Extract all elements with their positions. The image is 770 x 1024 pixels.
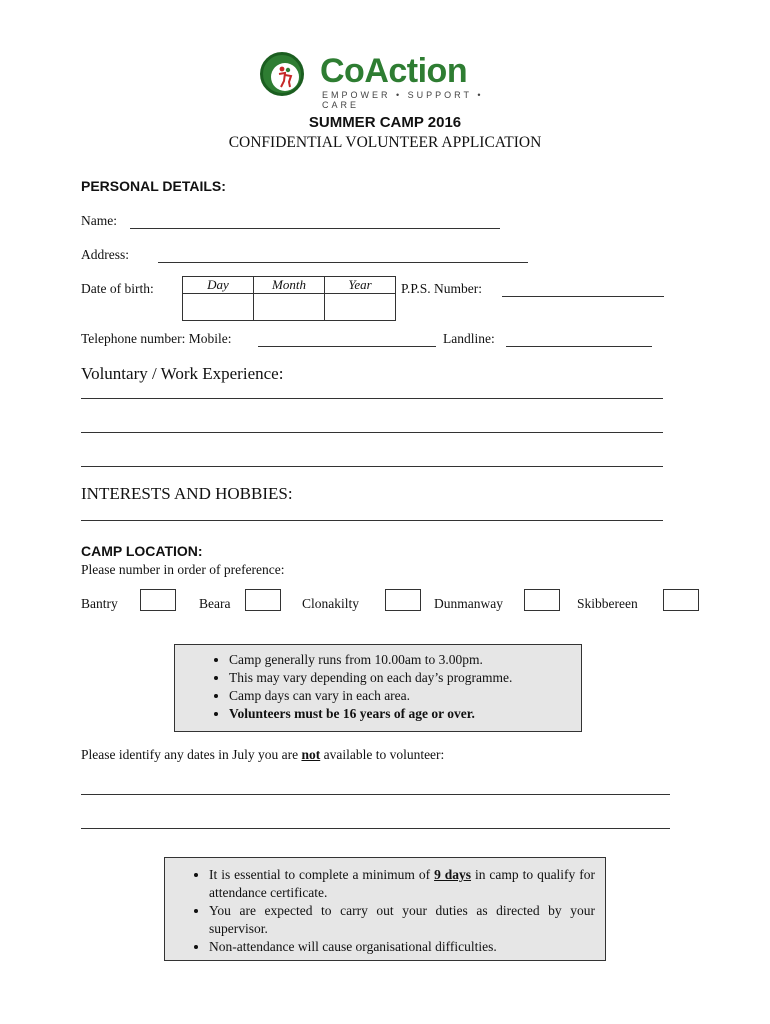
camp-location-heading: CAMP LOCATION: [81, 543, 203, 559]
location-label-beara: Beara [199, 596, 231, 611]
requirements-item: • Non-attendance will cause organisational difficulties. [209, 938, 595, 956]
mobile-field[interactable] [258, 346, 436, 347]
pps-field[interactable] [502, 296, 664, 297]
location-label-bantry: Bantry [81, 596, 118, 611]
camp-info-item: • Volunteers must be 16 years of age or over. [229, 705, 581, 723]
experience-line-3[interactable] [81, 466, 663, 467]
landline-label: Landline: [443, 331, 495, 346]
telephone-label: Telephone number: Mobile: [81, 331, 232, 346]
camp-instruction: Please number in order of preference: [81, 562, 285, 577]
location-box-skibbereen[interactable] [663, 589, 699, 611]
availability-line-2[interactable] [81, 828, 670, 829]
interests-line[interactable] [81, 520, 663, 521]
experience-line-1[interactable] [81, 398, 663, 399]
availability-prompt: Please identify any dates in July you are not available to volunteer: [81, 747, 445, 762]
camp-info-item: • This may vary depending on each day’s programme. [229, 669, 581, 687]
location-label-dunmanway: Dunmanway [434, 596, 503, 611]
page-title: SUMMER CAMP 2016 [308, 114, 462, 131]
experience-line-2[interactable] [81, 432, 663, 433]
location-box-clonakilty[interactable] [385, 589, 421, 611]
requirements-item: • You are expected to carry out your duties as directed by your supervisor. [209, 902, 595, 938]
location-box-beara[interactable] [245, 589, 281, 611]
logo [258, 50, 518, 110]
availability-line-1[interactable] [81, 794, 670, 795]
camp-info-item: • Camp generally runs from 10.00am to 3.00pm. [229, 651, 581, 669]
landline-field[interactable] [506, 346, 652, 347]
dob-table [182, 276, 396, 321]
dob-day-input[interactable] [183, 294, 254, 321]
requirements-list [187, 866, 595, 956]
camp-info-item: • Camp days can vary in each area. [229, 687, 581, 705]
location-box-bantry[interactable] [140, 589, 176, 611]
logo-tagline: EMPOWER • SUPPORT • CARE [322, 90, 484, 110]
camp-info-box [174, 644, 582, 732]
logo-brand: CoAction [320, 52, 468, 90]
dob-label: Date of birth: [81, 281, 154, 296]
location-label-skibbereen: Skibbereen [577, 596, 638, 611]
requirements-box [164, 857, 606, 961]
dob-month-input[interactable] [254, 294, 325, 321]
personal-details-heading: PERSONAL DETAILS: [81, 178, 226, 194]
requirements-item: • It is essential to complete a minimum of 9 days in camp to qualify for attendance certificate. [209, 866, 595, 902]
location-box-dunmanway[interactable] [524, 589, 560, 611]
page-subtitle: CONFIDENTIAL VOLUNTEER APPLICATION [228, 134, 542, 151]
dob-year-header: Year [325, 277, 396, 294]
address-field[interactable] [158, 262, 528, 263]
name-field[interactable] [130, 228, 500, 229]
experience-heading: Voluntary / Work Experience: [81, 364, 284, 383]
name-label: Name: [81, 213, 117, 228]
logo-emblem-icon [260, 52, 304, 96]
interests-heading: INTERESTS AND HOBBIES: [81, 484, 293, 503]
location-label-clonakilty: Clonakilty [302, 596, 359, 611]
dob-year-input[interactable] [325, 294, 396, 321]
dob-month-header: Month [254, 277, 325, 294]
camp-info-list [207, 651, 581, 723]
address-label: Address: [81, 247, 129, 262]
dob-day-header: Day [183, 277, 254, 294]
pps-label: P.P.S. Number: [401, 281, 483, 296]
